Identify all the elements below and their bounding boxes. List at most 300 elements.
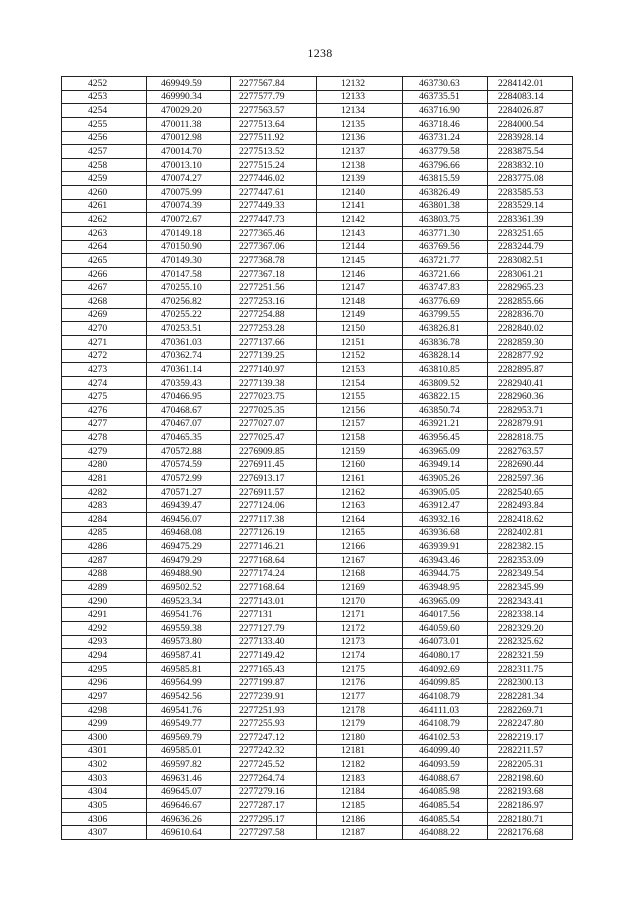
point-id-left-cell: 4277 — [62, 417, 147, 431]
point-id-right-cell: 12156 — [317, 404, 403, 418]
point-id-left-cell: 4263 — [62, 226, 147, 240]
table-row — [62, 485, 573, 499]
point-id-right-cell: 12159 — [317, 444, 403, 458]
x-coordinate-left-cell: 470362.74 — [147, 349, 231, 363]
y-coordinate-left-cell: 2277199.87 — [231, 676, 317, 690]
y-coordinate-left-cell: 2277449.33 — [231, 199, 317, 213]
y-coordinate-right-cell: 2282818.75 — [488, 431, 573, 445]
x-coordinate-right-cell: 463721.66 — [403, 267, 488, 281]
y-coordinate-left-cell: 2277140.97 — [231, 363, 317, 377]
x-coordinate-left-cell: 470359.43 — [147, 376, 231, 390]
y-coordinate-right-cell: 2282540.65 — [488, 485, 573, 499]
table-row — [62, 744, 573, 758]
x-coordinate-left-cell: 470149.18 — [147, 226, 231, 240]
y-coordinate-right-cell: 2284000.54 — [488, 117, 573, 131]
x-coordinate-left-cell: 469610.64 — [147, 826, 231, 840]
x-coordinate-right-cell: 463810.85 — [403, 363, 488, 377]
y-coordinate-right-cell: 2282186.97 — [488, 799, 573, 813]
x-coordinate-left-cell: 469631.46 — [147, 771, 231, 785]
point-id-right-cell: 12187 — [317, 826, 403, 840]
y-coordinate-left-cell: 2276911.57 — [231, 485, 317, 499]
point-id-right-cell: 12150 — [317, 322, 403, 336]
point-id-left-cell: 4280 — [62, 458, 147, 472]
point-id-right-cell: 12175 — [317, 662, 403, 676]
point-id-left-cell: 4285 — [62, 526, 147, 540]
y-coordinate-right-cell: 2282763.57 — [488, 444, 573, 458]
y-coordinate-left-cell: 2277446.02 — [231, 172, 317, 186]
y-coordinate-left-cell: 2277127.79 — [231, 622, 317, 636]
y-coordinate-left-cell: 2277295.17 — [231, 812, 317, 826]
y-coordinate-right-cell: 2282247.80 — [488, 717, 573, 731]
x-coordinate-left-cell: 469990.34 — [147, 90, 231, 104]
point-id-left-cell: 4256 — [62, 131, 147, 145]
point-id-left-cell: 4303 — [62, 771, 147, 785]
y-coordinate-right-cell: 2282836.70 — [488, 308, 573, 322]
x-coordinate-right-cell: 463735.51 — [403, 90, 488, 104]
point-id-right-cell: 12153 — [317, 363, 403, 377]
x-coordinate-right-cell: 463809.52 — [403, 376, 488, 390]
y-coordinate-left-cell: 2277025.47 — [231, 431, 317, 445]
x-coordinate-left-cell: 469488.90 — [147, 567, 231, 581]
x-coordinate-left-cell: 469456.07 — [147, 513, 231, 527]
y-coordinate-right-cell: 2283244.79 — [488, 240, 573, 254]
x-coordinate-right-cell: 463912.47 — [403, 499, 488, 513]
point-id-left-cell: 4257 — [62, 145, 147, 159]
y-coordinate-left-cell: 2277447.73 — [231, 213, 317, 227]
point-id-left-cell: 4253 — [62, 90, 147, 104]
point-id-right-cell: 12134 — [317, 104, 403, 118]
point-id-right-cell: 12163 — [317, 499, 403, 513]
y-coordinate-left-cell: 2277245.52 — [231, 758, 317, 772]
table-row — [62, 649, 573, 663]
x-coordinate-left-cell: 469542.56 — [147, 690, 231, 704]
point-id-left-cell: 4281 — [62, 472, 147, 486]
y-coordinate-left-cell: 2277146.21 — [231, 540, 317, 554]
x-coordinate-left-cell: 470253.51 — [147, 322, 231, 336]
point-id-right-cell: 12132 — [317, 77, 403, 91]
x-coordinate-right-cell: 463716.90 — [403, 104, 488, 118]
table-row — [62, 608, 573, 622]
x-coordinate-right-cell: 463921.21 — [403, 417, 488, 431]
x-coordinate-right-cell: 464092.69 — [403, 662, 488, 676]
table-row — [62, 254, 573, 268]
y-coordinate-right-cell: 2282193.68 — [488, 785, 573, 799]
x-coordinate-left-cell: 469573.80 — [147, 635, 231, 649]
x-coordinate-left-cell: 470572.88 — [147, 444, 231, 458]
table-row — [62, 213, 573, 227]
x-coordinate-right-cell: 463721.77 — [403, 254, 488, 268]
point-id-left-cell: 4289 — [62, 581, 147, 595]
point-id-right-cell: 12166 — [317, 540, 403, 554]
point-id-left-cell: 4288 — [62, 567, 147, 581]
y-coordinate-right-cell: 2284026.87 — [488, 104, 573, 118]
point-id-right-cell: 12179 — [317, 717, 403, 731]
table-row — [62, 335, 573, 349]
x-coordinate-left-cell: 470256.82 — [147, 295, 231, 309]
point-id-right-cell: 12136 — [317, 131, 403, 145]
point-id-right-cell: 12176 — [317, 676, 403, 690]
table-row — [62, 404, 573, 418]
point-id-right-cell: 12184 — [317, 785, 403, 799]
y-coordinate-left-cell: 2277447.61 — [231, 186, 317, 200]
y-coordinate-right-cell: 2283775.08 — [488, 172, 573, 186]
x-coordinate-left-cell: 470149.30 — [147, 254, 231, 268]
page-number: 1238 — [307, 46, 333, 60]
x-coordinate-right-cell: 463731.24 — [403, 131, 488, 145]
x-coordinate-left-cell: 470466.95 — [147, 390, 231, 404]
y-coordinate-left-cell: 2277139.25 — [231, 349, 317, 363]
point-id-left-cell: 4278 — [62, 431, 147, 445]
table-row — [62, 540, 573, 554]
point-id-left-cell: 4270 — [62, 322, 147, 336]
point-id-right-cell: 12154 — [317, 376, 403, 390]
point-id-right-cell: 12173 — [317, 635, 403, 649]
y-coordinate-left-cell: 2277513.64 — [231, 117, 317, 131]
x-coordinate-right-cell: 463936.68 — [403, 526, 488, 540]
y-coordinate-left-cell: 2277247.12 — [231, 731, 317, 745]
x-coordinate-right-cell: 464085.98 — [403, 785, 488, 799]
y-coordinate-left-cell: 2277287.17 — [231, 799, 317, 813]
point-id-right-cell: 12140 — [317, 186, 403, 200]
x-coordinate-right-cell: 463850.74 — [403, 404, 488, 418]
x-coordinate-left-cell: 470013.10 — [147, 158, 231, 172]
x-coordinate-left-cell: 469549.77 — [147, 717, 231, 731]
y-coordinate-left-cell: 2277515.24 — [231, 158, 317, 172]
y-coordinate-right-cell: 2282343.41 — [488, 594, 573, 608]
y-coordinate-right-cell: 2282859.30 — [488, 335, 573, 349]
x-coordinate-left-cell: 470255.22 — [147, 308, 231, 322]
y-coordinate-left-cell: 2276911.45 — [231, 458, 317, 472]
table-row — [62, 376, 573, 390]
x-coordinate-right-cell: 463822.15 — [403, 390, 488, 404]
y-coordinate-right-cell: 2283875.54 — [488, 145, 573, 159]
x-coordinate-right-cell: 464102.53 — [403, 731, 488, 745]
y-coordinate-left-cell: 2277253.28 — [231, 322, 317, 336]
table-row — [62, 322, 573, 336]
point-id-right-cell: 12144 — [317, 240, 403, 254]
y-coordinate-right-cell: 2282493.84 — [488, 499, 573, 513]
y-coordinate-left-cell: 2277297.58 — [231, 826, 317, 840]
point-id-right-cell: 12158 — [317, 431, 403, 445]
point-id-right-cell: 12185 — [317, 799, 403, 813]
x-coordinate-right-cell: 463801.38 — [403, 199, 488, 213]
x-coordinate-left-cell: 470075.99 — [147, 186, 231, 200]
y-coordinate-left-cell: 2277253.16 — [231, 295, 317, 309]
point-id-left-cell: 4290 — [62, 594, 147, 608]
y-coordinate-left-cell: 2277027.07 — [231, 417, 317, 431]
point-id-left-cell: 4264 — [62, 240, 147, 254]
x-coordinate-right-cell: 463948.95 — [403, 581, 488, 595]
x-coordinate-left-cell: 469468.08 — [147, 526, 231, 540]
y-coordinate-right-cell: 2282300.13 — [488, 676, 573, 690]
y-coordinate-right-cell: 2284083.14 — [488, 90, 573, 104]
point-id-right-cell: 12155 — [317, 390, 403, 404]
point-id-left-cell: 4302 — [62, 758, 147, 772]
table-row — [62, 676, 573, 690]
point-id-left-cell: 4295 — [62, 662, 147, 676]
table-row — [62, 690, 573, 704]
x-coordinate-left-cell: 469523.34 — [147, 594, 231, 608]
x-coordinate-left-cell: 469564.99 — [147, 676, 231, 690]
y-coordinate-left-cell: 2277239.91 — [231, 690, 317, 704]
x-coordinate-left-cell: 470011.38 — [147, 117, 231, 131]
x-coordinate-left-cell: 470074.27 — [147, 172, 231, 186]
y-coordinate-right-cell: 2282198.60 — [488, 771, 573, 785]
point-id-right-cell: 12147 — [317, 281, 403, 295]
table-row — [62, 731, 573, 745]
x-coordinate-right-cell: 464088.67 — [403, 771, 488, 785]
x-coordinate-left-cell: 469585.01 — [147, 744, 231, 758]
point-id-right-cell: 12180 — [317, 731, 403, 745]
table-row — [62, 513, 573, 527]
table-row — [62, 703, 573, 717]
point-id-left-cell: 4255 — [62, 117, 147, 131]
point-id-right-cell: 12167 — [317, 553, 403, 567]
y-coordinate-left-cell: 2276913.17 — [231, 472, 317, 486]
x-coordinate-left-cell: 470468.67 — [147, 404, 231, 418]
x-coordinate-left-cell: 470361.03 — [147, 335, 231, 349]
y-coordinate-right-cell: 2282338.14 — [488, 608, 573, 622]
table-row — [62, 431, 573, 445]
table-row — [62, 526, 573, 540]
point-id-left-cell: 4304 — [62, 785, 147, 799]
y-coordinate-right-cell: 2282329.20 — [488, 622, 573, 636]
point-id-right-cell: 12186 — [317, 812, 403, 826]
y-coordinate-left-cell: 2277023.75 — [231, 390, 317, 404]
point-id-left-cell: 4266 — [62, 267, 147, 281]
y-coordinate-right-cell: 2282960.36 — [488, 390, 573, 404]
table-row — [62, 771, 573, 785]
point-id-left-cell: 4258 — [62, 158, 147, 172]
table-row — [62, 458, 573, 472]
table-row — [62, 131, 573, 145]
y-coordinate-right-cell: 2282219.17 — [488, 731, 573, 745]
coordinate-table-body — [62, 77, 573, 840]
point-id-right-cell: 12133 — [317, 90, 403, 104]
point-id-left-cell: 4293 — [62, 635, 147, 649]
y-coordinate-left-cell: 2277513.52 — [231, 145, 317, 159]
y-coordinate-right-cell: 2282418.62 — [488, 513, 573, 527]
point-id-right-cell: 12169 — [317, 581, 403, 595]
point-id-right-cell: 12139 — [317, 172, 403, 186]
y-coordinate-right-cell: 2282940.41 — [488, 376, 573, 390]
table-row — [62, 826, 573, 840]
x-coordinate-right-cell: 463776.69 — [403, 295, 488, 309]
point-id-left-cell: 4296 — [62, 676, 147, 690]
point-id-right-cell: 12165 — [317, 526, 403, 540]
x-coordinate-left-cell: 470467.07 — [147, 417, 231, 431]
y-coordinate-right-cell: 2282855.66 — [488, 295, 573, 309]
y-coordinate-right-cell: 2282176.68 — [488, 826, 573, 840]
table-row — [62, 281, 573, 295]
point-id-left-cell: 4254 — [62, 104, 147, 118]
x-coordinate-left-cell: 469949.59 — [147, 77, 231, 91]
point-id-left-cell: 4261 — [62, 199, 147, 213]
point-id-right-cell: 12157 — [317, 417, 403, 431]
x-coordinate-right-cell: 463803.75 — [403, 213, 488, 227]
point-id-left-cell: 4284 — [62, 513, 147, 527]
table-row — [62, 117, 573, 131]
y-coordinate-left-cell: 2277367.06 — [231, 240, 317, 254]
x-coordinate-right-cell: 463965.09 — [403, 594, 488, 608]
point-id-right-cell: 12164 — [317, 513, 403, 527]
point-id-right-cell: 12161 — [317, 472, 403, 486]
point-id-right-cell: 12145 — [317, 254, 403, 268]
x-coordinate-left-cell: 470571.27 — [147, 485, 231, 499]
y-coordinate-right-cell: 2282281.34 — [488, 690, 573, 704]
table-row — [62, 581, 573, 595]
point-id-left-cell: 4298 — [62, 703, 147, 717]
y-coordinate-left-cell: 2277174.24 — [231, 567, 317, 581]
point-id-right-cell: 12152 — [317, 349, 403, 363]
y-coordinate-left-cell: 2277124.06 — [231, 499, 317, 513]
x-coordinate-right-cell: 463718.46 — [403, 117, 488, 131]
y-coordinate-left-cell: 2277255.93 — [231, 717, 317, 731]
x-coordinate-right-cell: 464111.03 — [403, 703, 488, 717]
point-id-left-cell: 4306 — [62, 812, 147, 826]
x-coordinate-right-cell: 464017.56 — [403, 608, 488, 622]
x-coordinate-left-cell: 470072.67 — [147, 213, 231, 227]
y-coordinate-left-cell: 2277567.84 — [231, 77, 317, 91]
point-id-right-cell: 12148 — [317, 295, 403, 309]
point-id-right-cell: 12170 — [317, 594, 403, 608]
table-row — [62, 363, 573, 377]
point-id-right-cell: 12162 — [317, 485, 403, 499]
x-coordinate-left-cell: 470074.39 — [147, 199, 231, 213]
point-id-left-cell: 4262 — [62, 213, 147, 227]
x-coordinate-left-cell: 469502.52 — [147, 581, 231, 595]
coordinate-table — [61, 76, 573, 840]
y-coordinate-right-cell: 2282269.71 — [488, 703, 573, 717]
y-coordinate-right-cell: 2282840.02 — [488, 322, 573, 336]
table-row — [62, 758, 573, 772]
y-coordinate-left-cell: 2277133.40 — [231, 635, 317, 649]
x-coordinate-left-cell: 469569.79 — [147, 731, 231, 745]
y-coordinate-left-cell: 2277143.01 — [231, 594, 317, 608]
y-coordinate-left-cell: 2277254.88 — [231, 308, 317, 322]
point-id-left-cell: 4273 — [62, 363, 147, 377]
point-id-right-cell: 12160 — [317, 458, 403, 472]
x-coordinate-right-cell: 463796.66 — [403, 158, 488, 172]
y-coordinate-left-cell: 2277563.57 — [231, 104, 317, 118]
y-coordinate-right-cell: 2282965.23 — [488, 281, 573, 295]
y-coordinate-right-cell: 2283082.51 — [488, 254, 573, 268]
y-coordinate-left-cell: 2277149.42 — [231, 649, 317, 663]
point-id-left-cell: 4274 — [62, 376, 147, 390]
x-coordinate-right-cell: 463769.56 — [403, 240, 488, 254]
table-row — [62, 77, 573, 91]
point-id-left-cell: 4292 — [62, 622, 147, 636]
x-coordinate-left-cell: 469479.29 — [147, 553, 231, 567]
y-coordinate-left-cell: 2277165.43 — [231, 662, 317, 676]
table-row — [62, 90, 573, 104]
table-row — [62, 186, 573, 200]
x-coordinate-right-cell: 464093.59 — [403, 758, 488, 772]
y-coordinate-right-cell: 2283585.53 — [488, 186, 573, 200]
table-row — [62, 417, 573, 431]
point-id-left-cell: 4275 — [62, 390, 147, 404]
x-coordinate-right-cell: 463826.49 — [403, 186, 488, 200]
x-coordinate-right-cell: 463944.75 — [403, 567, 488, 581]
x-coordinate-right-cell: 463905.26 — [403, 472, 488, 486]
table-row — [62, 594, 573, 608]
table-row — [62, 472, 573, 486]
y-coordinate-right-cell: 2282690.44 — [488, 458, 573, 472]
y-coordinate-right-cell: 2282321.59 — [488, 649, 573, 663]
y-coordinate-left-cell: 2277168.64 — [231, 581, 317, 595]
x-coordinate-right-cell: 463965.09 — [403, 444, 488, 458]
y-coordinate-right-cell: 2282402.81 — [488, 526, 573, 540]
y-coordinate-right-cell: 2284142.01 — [488, 77, 573, 91]
x-coordinate-left-cell: 470255.10 — [147, 281, 231, 295]
y-coordinate-right-cell: 2282180.71 — [488, 812, 573, 826]
x-coordinate-left-cell: 470012.98 — [147, 131, 231, 145]
y-coordinate-right-cell: 2282345.99 — [488, 581, 573, 595]
y-coordinate-right-cell: 2283251.65 — [488, 226, 573, 240]
point-id-right-cell: 12174 — [317, 649, 403, 663]
point-id-right-cell: 12146 — [317, 267, 403, 281]
point-id-left-cell: 4268 — [62, 295, 147, 309]
point-id-right-cell: 12182 — [317, 758, 403, 772]
x-coordinate-left-cell: 470574.59 — [147, 458, 231, 472]
y-coordinate-left-cell: 2277511.92 — [231, 131, 317, 145]
table-row — [62, 158, 573, 172]
point-id-left-cell: 4299 — [62, 717, 147, 731]
y-coordinate-right-cell: 2282211.57 — [488, 744, 573, 758]
y-coordinate-left-cell: 2277131 — [231, 608, 317, 622]
y-coordinate-left-cell: 2277025.35 — [231, 404, 317, 418]
point-id-right-cell: 12149 — [317, 308, 403, 322]
point-id-left-cell: 4282 — [62, 485, 147, 499]
point-id-right-cell: 12171 — [317, 608, 403, 622]
table-row — [62, 553, 573, 567]
point-id-right-cell: 12172 — [317, 622, 403, 636]
x-coordinate-right-cell: 463939.91 — [403, 540, 488, 554]
x-coordinate-right-cell: 464099.85 — [403, 676, 488, 690]
x-coordinate-right-cell: 464080.17 — [403, 649, 488, 663]
point-id-left-cell: 4260 — [62, 186, 147, 200]
table-row — [62, 567, 573, 581]
table-row — [62, 172, 573, 186]
point-id-left-cell: 4279 — [62, 444, 147, 458]
y-coordinate-left-cell: 2277367.18 — [231, 267, 317, 281]
table-row — [62, 444, 573, 458]
table-row — [62, 295, 573, 309]
x-coordinate-right-cell: 464085.54 — [403, 812, 488, 826]
y-coordinate-left-cell: 2277117.38 — [231, 513, 317, 527]
x-coordinate-left-cell: 469475.29 — [147, 540, 231, 554]
point-id-left-cell: 4294 — [62, 649, 147, 663]
point-id-left-cell: 4252 — [62, 77, 147, 91]
x-coordinate-left-cell: 469541.76 — [147, 608, 231, 622]
y-coordinate-right-cell: 2282597.36 — [488, 472, 573, 486]
x-coordinate-right-cell: 463779.58 — [403, 145, 488, 159]
point-id-right-cell: 12143 — [317, 226, 403, 240]
table-row — [62, 717, 573, 731]
point-id-left-cell: 4301 — [62, 744, 147, 758]
y-coordinate-left-cell: 2277251.56 — [231, 281, 317, 295]
point-id-right-cell: 12135 — [317, 117, 403, 131]
x-coordinate-left-cell: 469646.67 — [147, 799, 231, 813]
y-coordinate-left-cell: 2277242.32 — [231, 744, 317, 758]
point-id-left-cell: 4271 — [62, 335, 147, 349]
y-coordinate-right-cell: 2282205.31 — [488, 758, 573, 772]
table-row — [62, 240, 573, 254]
x-coordinate-left-cell: 470465.35 — [147, 431, 231, 445]
x-coordinate-right-cell: 463956.45 — [403, 431, 488, 445]
y-coordinate-right-cell: 2282349.54 — [488, 567, 573, 581]
point-id-left-cell: 4286 — [62, 540, 147, 554]
